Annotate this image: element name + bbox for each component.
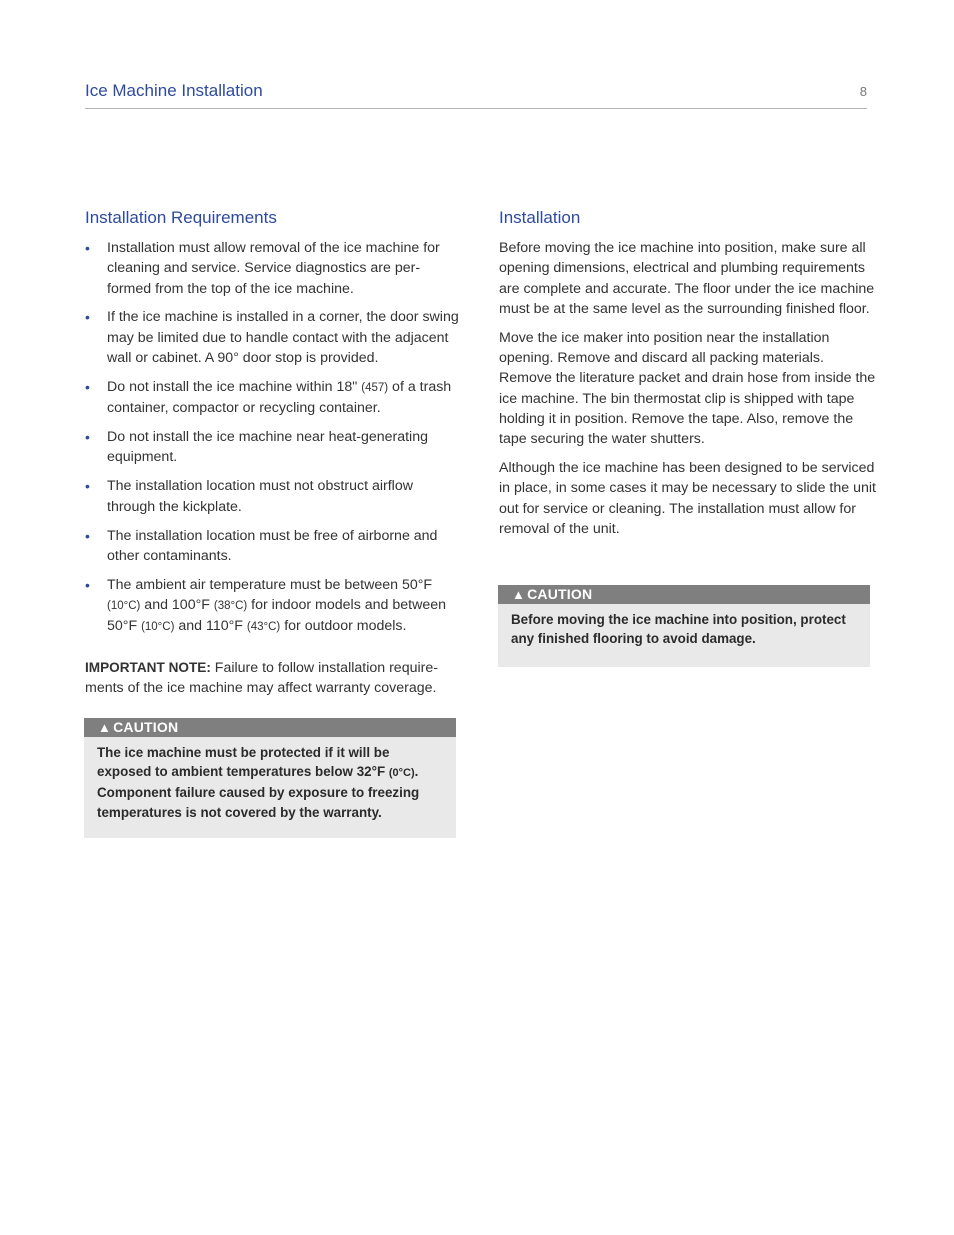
bullet-icon: • — [85, 240, 90, 256]
page-number: 8 — [859, 84, 867, 99]
caution-header — [84, 718, 456, 737]
installation-paragraph: Before moving the ice machine into position, make sure all opening dimensions, electrical and plumbing requirements are complete and accurate. The floor under the ice machine must be at the same level as the surrounding finished floor. — [499, 240, 875, 317]
warning-triangle-icon: ▲ — [98, 720, 112, 735]
header-title: Ice Machine Installation — [85, 81, 263, 100]
requirements-column — [85, 207, 463, 707]
note-text: Failure to follow installation require-ments of the ice machine may affect warranty coverage. — [85, 659, 438, 696]
bullet-icon: • — [85, 576, 90, 593]
warning-triangle-icon: ▲ — [512, 587, 526, 602]
bullet-icon: • — [85, 309, 90, 326]
installation-paragraph: Although the ice machine has been designed to be serviced in place, in some cases it may be necessary to slide the unit out for service or cleaning. The installation must allow for removal of the unit. — [499, 460, 876, 538]
note-label: IMPORTANT NOTE: — [85, 659, 211, 675]
list-item: • Do not install the ice machine within 18" (457) of a trash container, compactor or recycling container. — [85, 378, 452, 417]
list-item: • The installation location must not obstruct airflow through the kickplate. — [85, 478, 413, 515]
bullet-icon: • — [85, 527, 90, 544]
caution-box-temperature — [84, 718, 456, 838]
list-item: • If the ice machine is installed in a corner, the door swing may be limited due to handle contact with the adjacent wall or cabinet. A 90° door stop is provided. — [85, 309, 459, 367]
caution-text: Before moving the ice machine into position, protect any finished flooring to avoid damage. — [511, 612, 846, 647]
requirements-list — [85, 238, 463, 638]
requirements-heading: Installation Requirements — [85, 208, 277, 227]
bullet-icon: • — [85, 429, 90, 446]
caution-box-flooring — [498, 585, 870, 667]
caution-text: The ice machine must be protected if it will be exposed to ambient temperatures below 32°F (0°C). Component failure caused by exposure to freezing temperatures is not covered by the warranty. — [97, 745, 420, 820]
list-item: • Installation must allow removal of the ice machine for cleaning and service. Service diagnostics are per-formed from the top of the ice machine. — [85, 240, 440, 297]
list-item: • Do not install the ice machine near heat-generating equipment. — [85, 429, 428, 466]
list-item: • The installation location must be free of airborne and other contaminants. — [85, 527, 438, 564]
list-item: • The ambient air temperature must be between 50°F (10°C) and 100°F (38°C) for indoor models and between 50°F (10°C) and 110°F (43°C) for outdoor models. — [85, 576, 446, 635]
bullet-icon: • — [85, 378, 90, 395]
installation-paragraph: Move the ice maker into position near the installation opening. Remove and discard all packing materials. Remove the literature packet and drain hose from inside the ice machine. The bin thermostat clip is shipped with tape holding it in position. Remove the tape. Also, remove the tape securing the water shutters. — [499, 329, 876, 448]
caution-label: CAUTION — [527, 586, 593, 602]
important-note — [85, 658, 463, 699]
installation-heading: Installation — [499, 208, 581, 227]
caution-label: CAUTION — [113, 719, 179, 735]
caution-header — [498, 585, 870, 604]
installation-column — [499, 207, 877, 548]
bullet-icon: • — [85, 478, 90, 495]
page-header — [85, 80, 867, 109]
